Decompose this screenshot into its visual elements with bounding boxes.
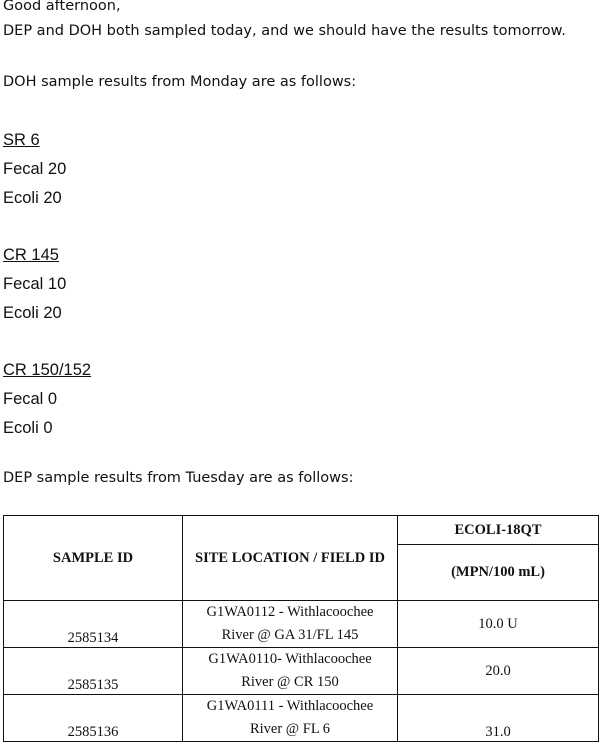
greeting: Good afternoon, <box>3 0 121 14</box>
site-line-2: River @ CR 150 <box>241 674 339 690</box>
ecoli-value-cell: 20.0 <box>398 648 599 695</box>
site-cell <box>183 695 398 742</box>
header-sample-id: SAMPLE ID <box>4 516 183 601</box>
header-unit: (MPN/100 mL) <box>398 545 599 601</box>
site-line-1: G1WA0112 - Withlacoochee <box>206 604 374 620</box>
sample-id-cell: 2585134 <box>4 601 183 648</box>
site-name-cr145: CR 145 <box>3 246 59 264</box>
intro-text: DEP and DOH both sampled today, and we should have the results tomorrow. <box>3 23 566 39</box>
header-site-location: SITE LOCATION / FIELD ID <box>183 516 398 601</box>
site-line-1: G1WA0110- Withlacoochee <box>208 651 372 667</box>
doh-heading: DOH sample results from Monday are as follows: <box>3 74 357 90</box>
fecal-sr6: Fecal 20 <box>3 160 67 178</box>
site-line-2: River @ FL 6 <box>249 721 331 737</box>
ecoli-sr6: Ecoli 20 <box>3 189 62 207</box>
site-cell <box>183 601 398 648</box>
table-row <box>4 695 599 742</box>
sample-id-cell: 2585136 <box>4 695 183 742</box>
dep-heading: DEP sample results from Tuesday are as follows: <box>3 470 354 486</box>
ecoli-value-cell: 10.0 U <box>398 601 599 648</box>
site-cell <box>183 648 398 695</box>
dep-results-table <box>3 515 599 742</box>
ecoli-cr150: Ecoli 0 <box>3 419 53 437</box>
site-line-2: River @ GA 31/FL 145 <box>221 627 359 643</box>
fecal-cr145: Fecal 10 <box>3 275 67 293</box>
sample-id-cell: 2585135 <box>4 648 183 695</box>
table-row <box>4 648 599 695</box>
fecal-cr150: Fecal 0 <box>3 390 58 408</box>
site-name-cr150: CR 150/152 <box>3 361 92 379</box>
site-name-sr6: SR 6 <box>3 131 40 149</box>
header-ecoli: ECOLI-18QT <box>398 516 599 545</box>
ecoli-value-cell: 31.0 <box>398 695 599 742</box>
ecoli-cr145: Ecoli 20 <box>3 304 62 322</box>
table-row <box>4 601 599 648</box>
site-line-1: G1WA0111 - Withlacoochee <box>206 698 374 714</box>
